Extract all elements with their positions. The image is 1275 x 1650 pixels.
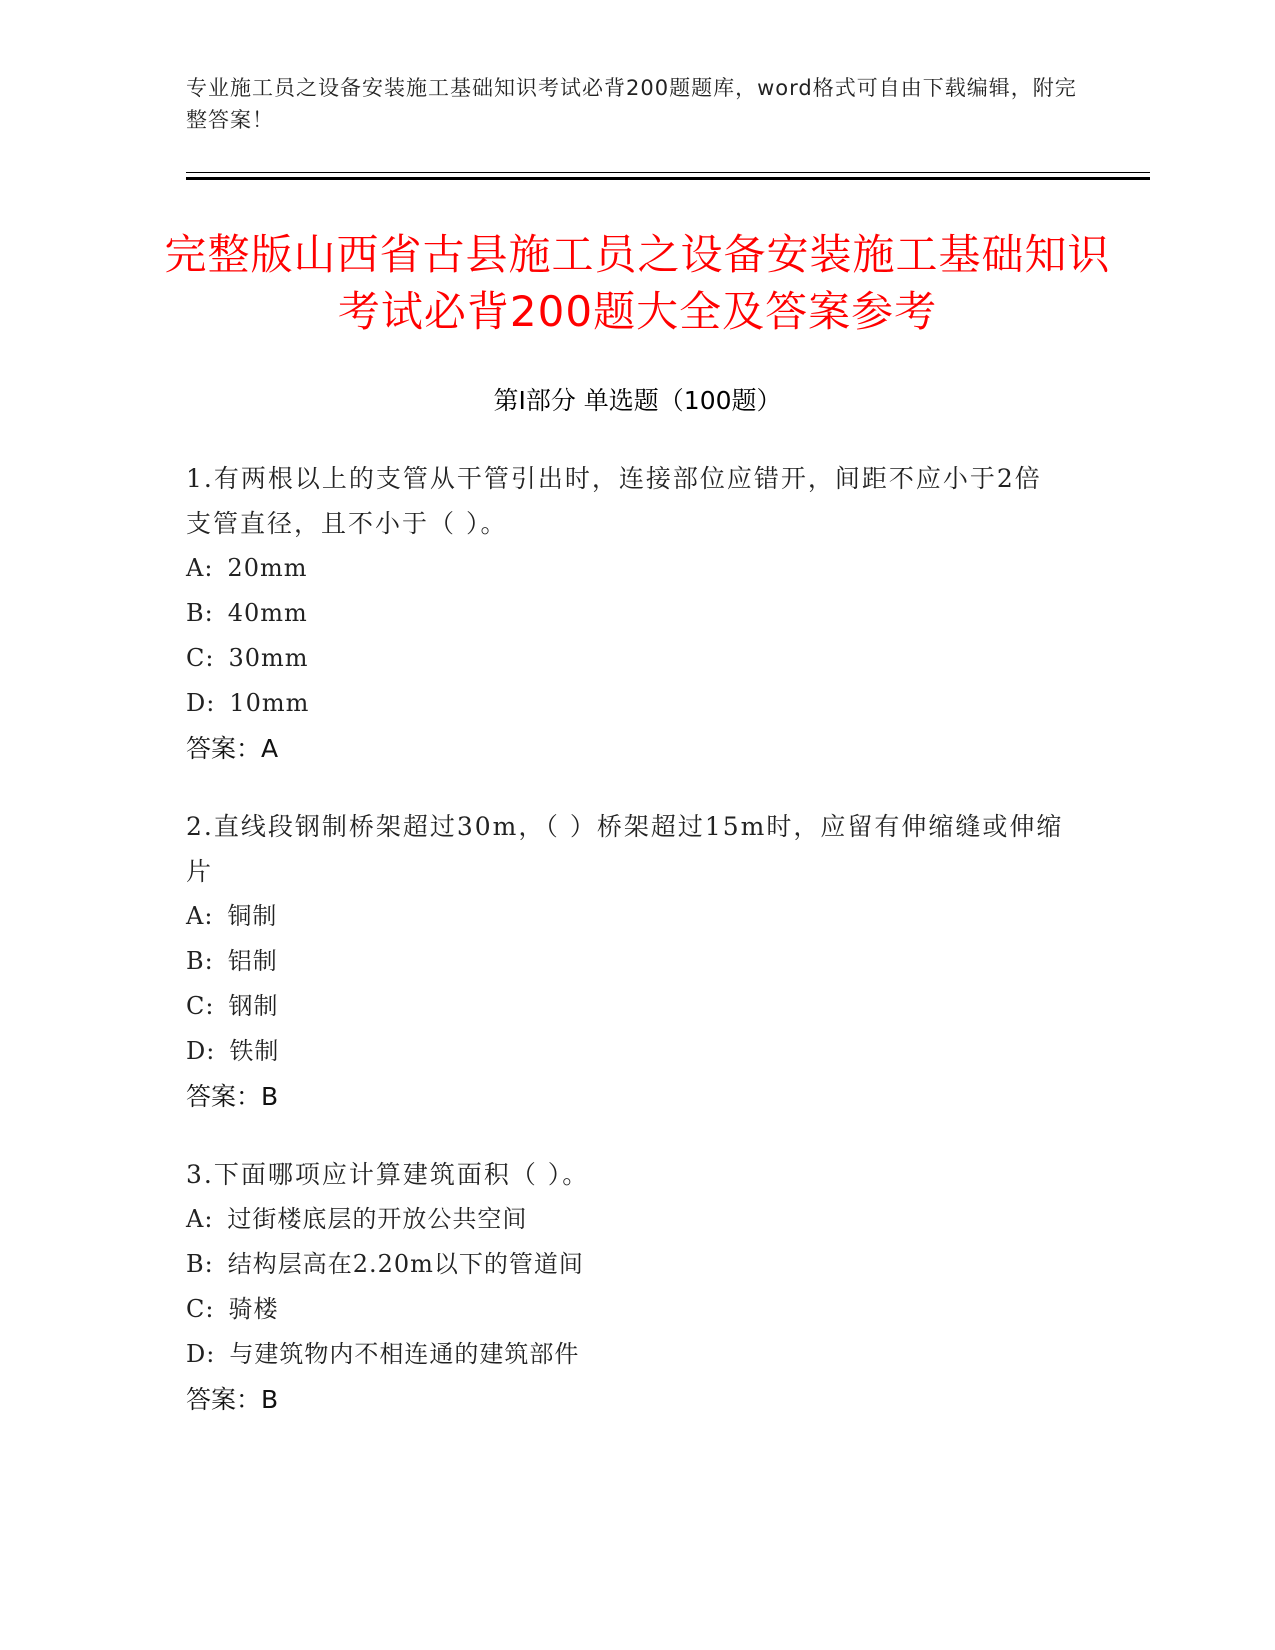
option-a xyxy=(186,1197,1066,1242)
option-c xyxy=(186,1287,1066,1332)
question-1 xyxy=(186,456,1066,771)
option-letter: A: xyxy=(186,1205,214,1233)
option-letter: B: xyxy=(186,1250,214,1278)
option-text: 铁制 xyxy=(229,1037,280,1065)
header-rule-thin xyxy=(186,172,1150,173)
header-rule-thick xyxy=(186,177,1150,180)
option-text: 30mm xyxy=(228,644,309,672)
option-text: 与建筑物内不相连通的建筑部件 xyxy=(229,1340,580,1368)
option-text: 铝制 xyxy=(227,947,278,975)
option-text: 40mm xyxy=(227,599,308,627)
question-2 xyxy=(186,804,1066,1119)
option-text: 骑楼 xyxy=(228,1295,279,1323)
option-letter: D: xyxy=(186,1340,216,1368)
option-letter: C: xyxy=(186,644,215,672)
option-d xyxy=(186,1332,1066,1377)
option-letter: A: xyxy=(186,554,214,582)
option-text: 铜制 xyxy=(227,902,278,930)
option-a xyxy=(186,894,1066,939)
option-d xyxy=(186,681,1066,726)
question-stem: 3.下面哪项应计算建筑面积（ ）。 xyxy=(186,1160,590,1189)
option-text: 结构层高在2.20m以下的管道间 xyxy=(227,1250,584,1278)
answer: 答案：A xyxy=(186,734,279,763)
option-b xyxy=(186,1242,1066,1287)
option-text: 钢制 xyxy=(228,992,279,1020)
option-c xyxy=(186,984,1066,1029)
answer: 答案：B xyxy=(186,1082,279,1111)
option-text: 过街楼底层的开放公共空间 xyxy=(227,1205,528,1233)
document-title: 完整版山西省古县施工员之设备安装施工基础知识考试必背200题大全及答案参考 xyxy=(164,230,1111,336)
option-letter: B: xyxy=(186,599,214,627)
option-c xyxy=(186,636,1066,681)
option-d xyxy=(186,1029,1066,1074)
option-letter: A: xyxy=(186,902,214,930)
option-b xyxy=(186,939,1066,984)
question-3 xyxy=(186,1152,1066,1422)
option-a xyxy=(186,546,1066,591)
option-text: 10mm xyxy=(229,689,310,717)
answer: 答案：B xyxy=(186,1385,279,1414)
section-title: 第I部分 单选题（100题） xyxy=(493,386,782,415)
option-b xyxy=(186,591,1066,636)
option-letter: B: xyxy=(186,947,214,975)
question-stem: 1.有两根以上的支管从干管引出时，连接部位应错开，间距不应小于2倍支管直径，且不小于（ ）。 xyxy=(186,464,1042,538)
option-letter: C: xyxy=(186,1295,215,1323)
option-letter: C: xyxy=(186,992,215,1020)
header-note: 专业施工员之设备安装施工基础知识考试必背200题题库，word格式可自由下载编辑，附完整答案！ xyxy=(186,76,1077,132)
option-letter: D: xyxy=(186,1037,216,1065)
option-text: 20mm xyxy=(227,554,308,582)
option-letter: D: xyxy=(186,689,216,717)
question-stem: 2.直线段钢制桥架超过30m，（ ）桥架超过15m时，应留有伸缩缝或伸缩片 xyxy=(186,812,1064,886)
